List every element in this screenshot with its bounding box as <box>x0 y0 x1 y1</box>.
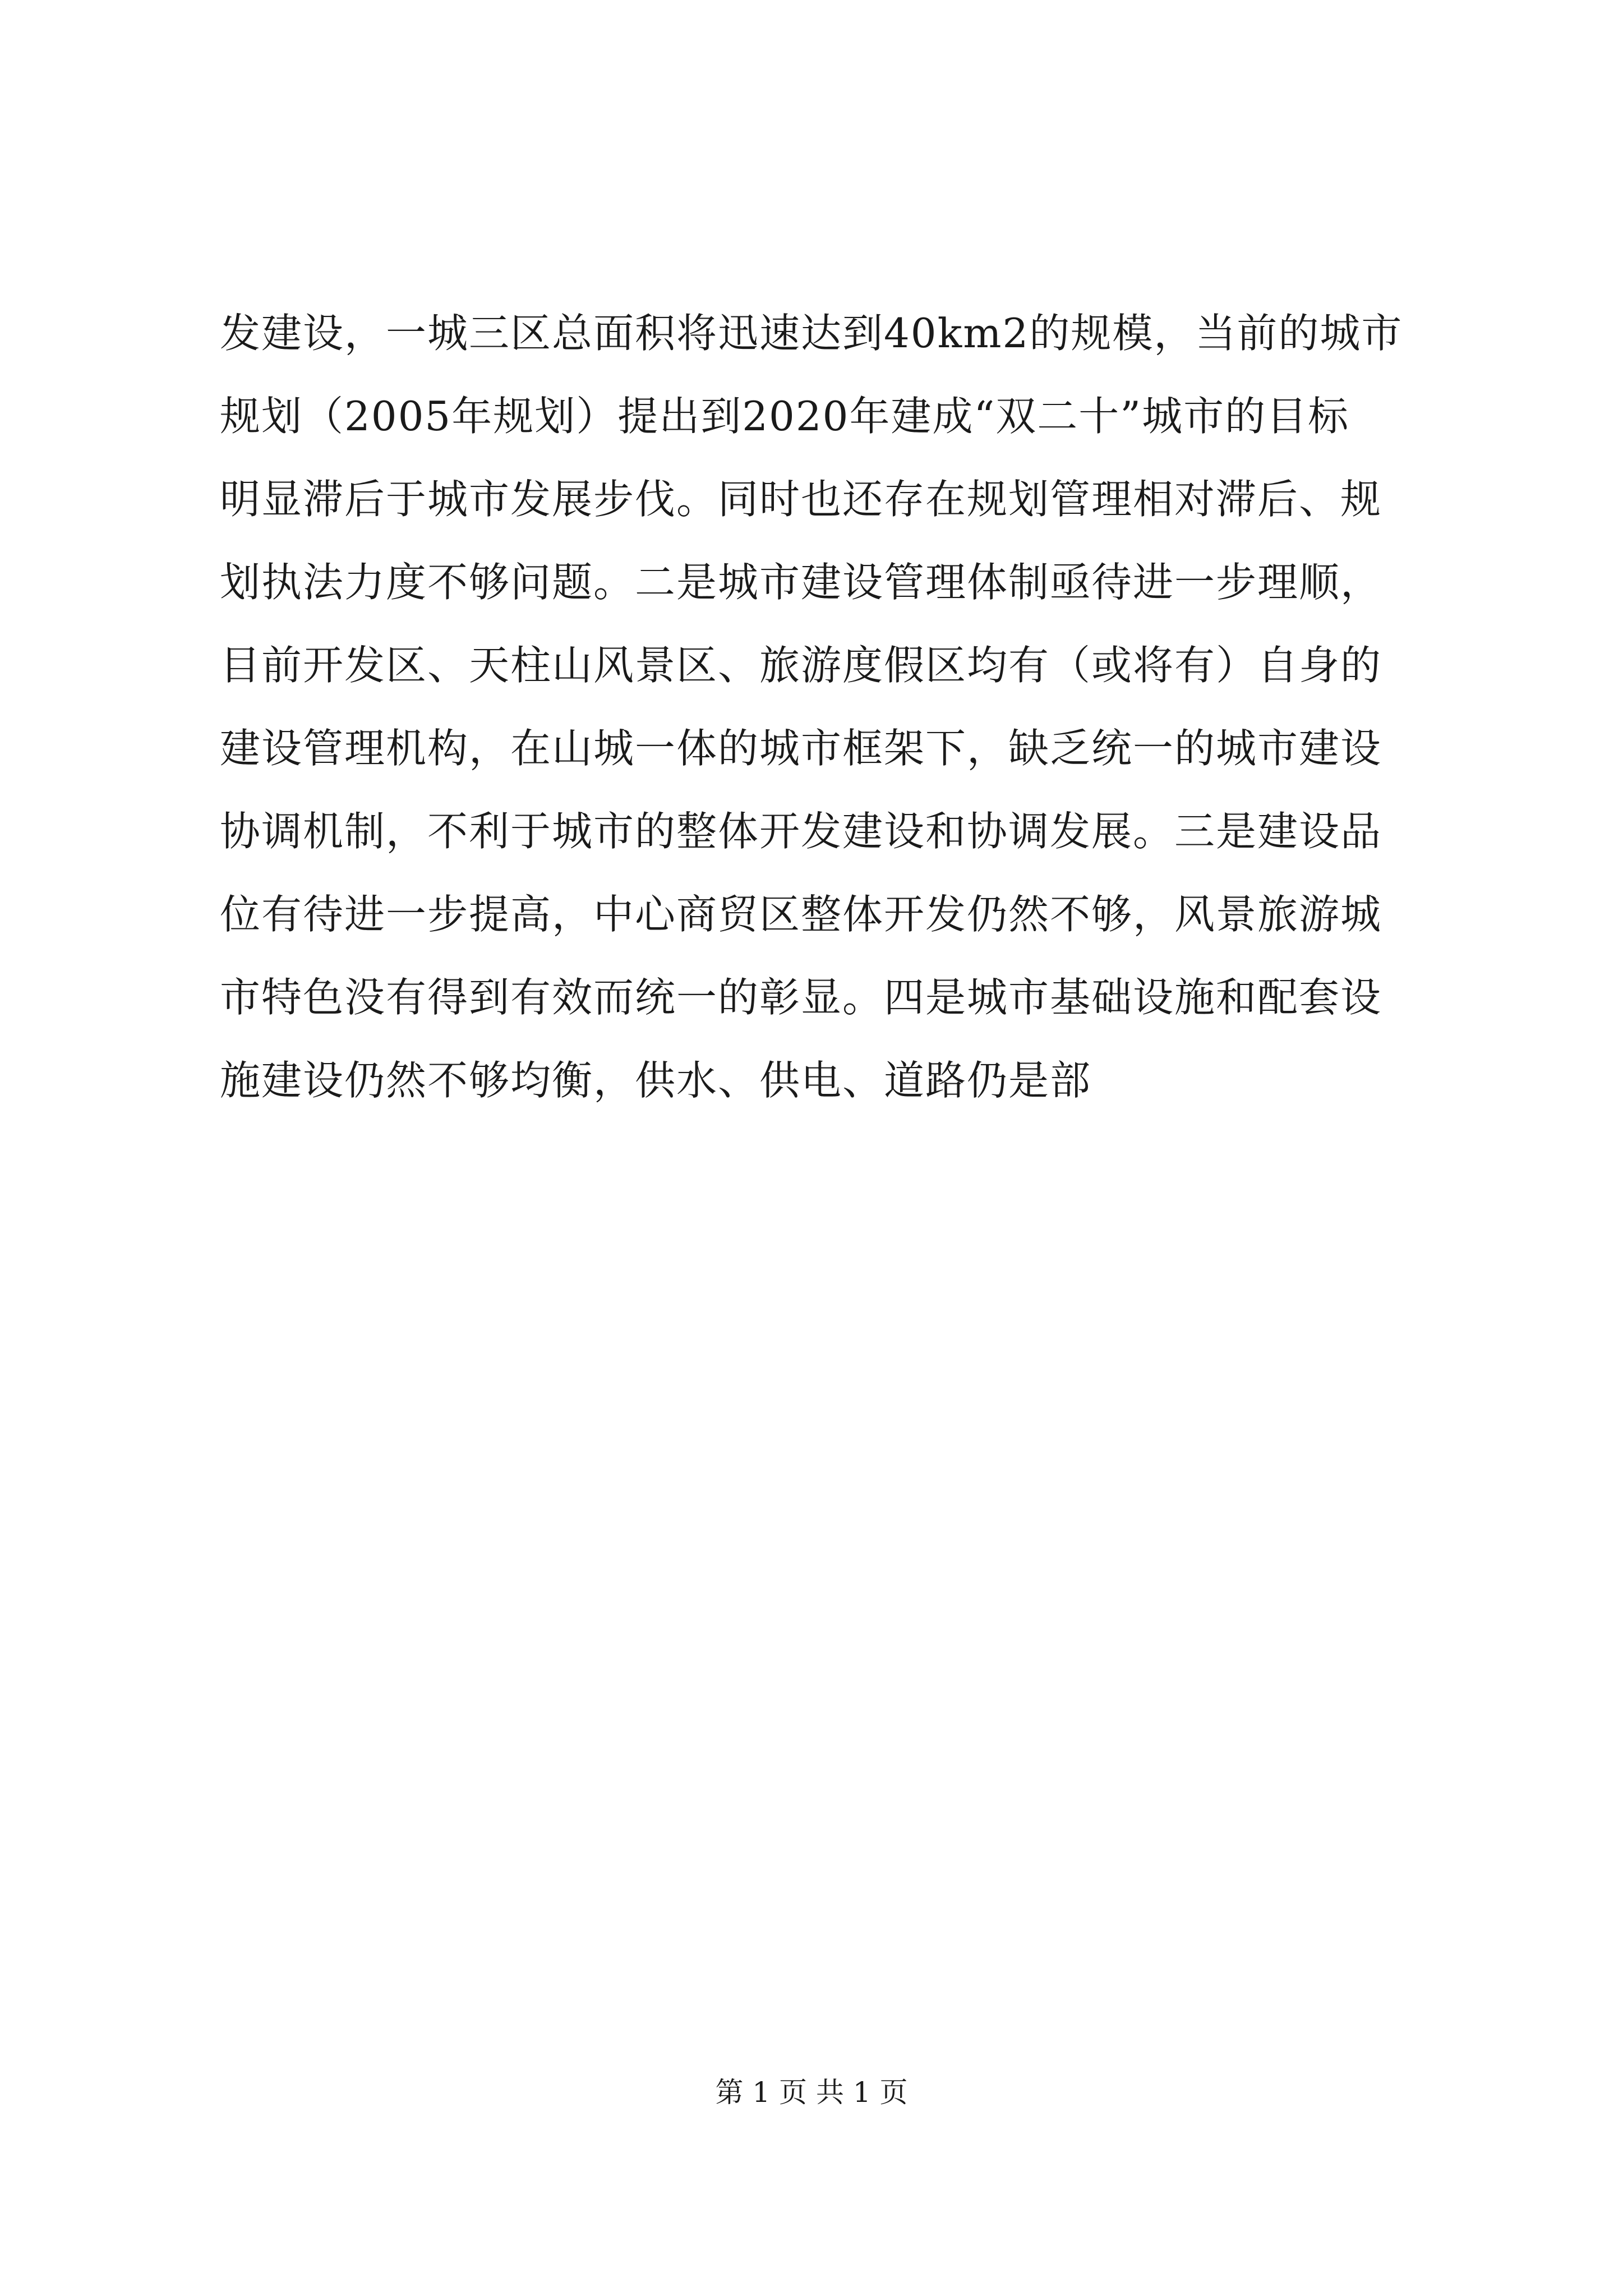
text-line: 市特色没有得到有效而统一的彰显。四是城市基础设施和配套设 <box>220 974 1382 1021</box>
text-line: 目前开发区、天柱山风景区、旅游度假区均有（或将有）自身的 <box>220 642 1382 689</box>
page-number-footer: 第 1 页 共 1 页 <box>715 2076 908 2109</box>
body-paragraph <box>220 292 1426 1122</box>
text-line: 发建设，一城三区总面积将迅速达到40km2的规模，当前的城市 <box>220 310 1403 357</box>
text-line: 施建设仍然不够均衡，供水、供电、道路仍是部 <box>220 1057 1092 1104</box>
text-line: 位有待进一步提高，中心商贸区整体开发仍然不够，风景旅游城 <box>220 891 1382 938</box>
text-line: 明显滞后于城市发展步伐。同时也还存在规划管理相对滞后、规 <box>220 476 1382 523</box>
text-line: 建设管理机构，在山城一体的城市框架下，缺乏统一的城市建设 <box>220 725 1382 772</box>
text-line: 划执法力度不够问题。二是城市建设管理体制亟待进一步理顺， <box>220 559 1382 606</box>
text-line: 规划（2005年规划）提出到2020年建成“双二十”城市的目标 <box>220 393 1350 440</box>
text-line: 协调机制，不利于城市的整体开发建设和协调发展。三是建设品 <box>220 808 1382 855</box>
